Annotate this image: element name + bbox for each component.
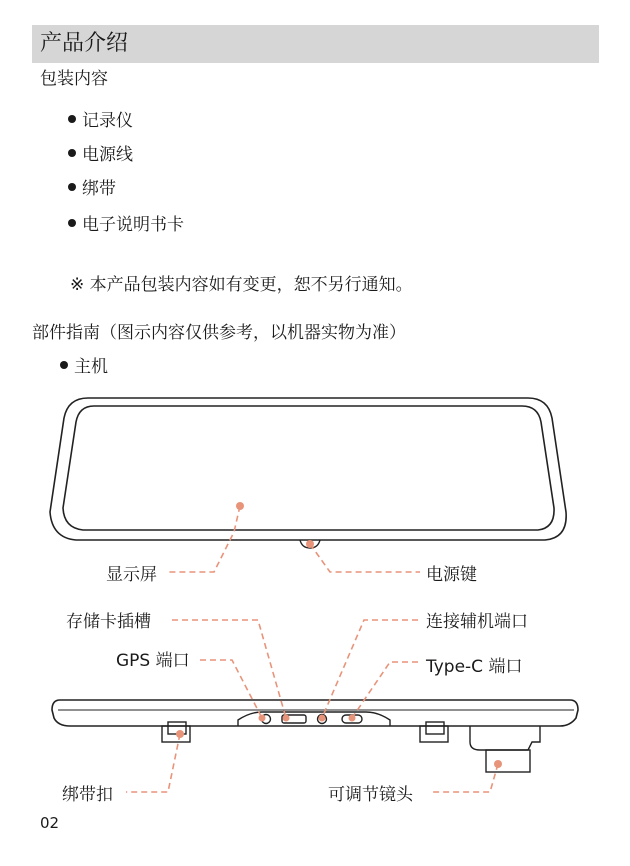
callout-dots <box>176 502 502 768</box>
package-item: 电子说明书卡 <box>68 214 184 236</box>
callout-lines <box>126 506 498 792</box>
page-number: 02 <box>40 814 60 832</box>
package-item: 绑带 <box>68 178 116 200</box>
label-adjustable-lens: 可调节镜头 <box>328 785 413 805</box>
main-unit-label: 主机 <box>60 356 108 378</box>
label-power-key: 电源键 <box>426 565 477 585</box>
label-strap-buckle: 绑带扣 <box>62 785 113 805</box>
label-display: 显示屏 <box>106 565 157 585</box>
package-item: 电源线 <box>68 144 133 166</box>
label-typec-port: Type-C 端口 <box>426 657 523 677</box>
label-aux-port: 连接辅机端口 <box>426 612 528 632</box>
label-gps-port: GPS 端口 <box>116 651 190 671</box>
package-item: 记录仪 <box>68 110 133 132</box>
package-note: ※ 本产品包装内容如有变更，恕不另行通知。 <box>70 275 413 295</box>
section-title: 产品介绍 <box>40 31 129 56</box>
mirror-front <box>50 398 566 548</box>
label-sd-slot: 存储卡插槽 <box>66 612 151 632</box>
parts-heading: 部件指南（图示内容仅供参考，以机器实物为准） <box>32 323 406 343</box>
package-heading: 包装内容 <box>40 69 108 89</box>
